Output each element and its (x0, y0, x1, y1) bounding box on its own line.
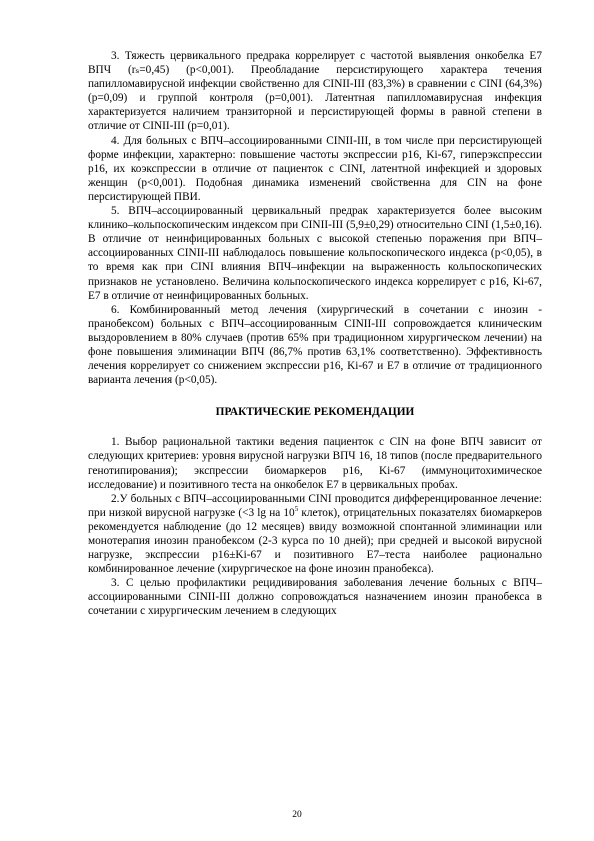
conclusion-3: 3. Тяжесть цервикального предрака коррелирует с частотой выявления онкобелка Е7 ВПЧ (rₛ=0,45) (p<0,001). Преобладание персистирующего характера течения папилломавирусной инфекции свойственно для CINII-III (83,3%) в сравнении с CINI (64,3%) (p=0,09) и группой контроля (p=0,001). Латентная папилломавирусная инфекция характеризуется наличием транзиторной и персистирующей формы в равной степени в отличие от CINII-III (p=0,01). (88, 50, 542, 133)
recommendation-2-part-1: 2.У больных с ВПЧ–ассоциированными CINI проводится дифференцированное лечение: при низкой вирусной нагрузке (<3 lg на 10 (88, 492, 542, 519)
recommendation-2-superscript: 5 (294, 505, 299, 514)
conclusion-6: 6. Комбинированный метод лечения (хирургический в сочетании с инозин - пранобексом) больных с ВПЧ–ассоциированным CINII-III сопровождается клиническим выздоровлением в 80% случаев (против 65% при традиционном хирургическом лечении) на фоне повышения элиминации ВПЧ (86,7% против 63,1% соответственно). Эффективность лечения коррелирует со снижением экспрессии p16, Ki-67 и E7 в отличие от традиционного варианта лечения (p<0,05). (88, 303, 542, 387)
page-number: 20 (292, 810, 302, 820)
recommendation-2-part-2: клеток), отрицательных показателях биомаркеров рекомендуется наблюдение (до 12 месяцев) ввиду возможной спонтанной элиминации или монотерапия инозин пранобексом (2-3 курса по 10 дней); при средней и высокой вирусной нагрузке, экспрессии p16±Ki-67 и позитивного E7–теста наиболее рационально комбинированное лечение (хирургическое на фоне инозин пранобекса). (88, 506, 543, 576)
conclusion-4: 4. Для больных с ВПЧ–ассоциированными CINII-III, в том числе при персистирующей форме инфекции, характерно: повышение частоты экспрессии p16, Ki-67, гиперэкспрессии p16, их коэкспрессии в отличие от пациенток с CINI, латентной инфекцией и здоровых женщин (p<0,001). Подобная динамика изменений свойственна для CIN на фоне персистирующей ПВИ. (88, 134, 542, 203)
section-heading: ПРАКТИЧЕСКИЕ РЕКОМЕНДАЦИИ (215, 406, 415, 419)
page-content (88, 49, 542, 619)
conclusion-5: 5. ВПЧ–ассоциированный цервикальный предрак характеризуется более высоким клинико–кольпоскопическим индексом при CINII-III (5,9±0,29) относительно CINI (1,5±0,16). В отличие от неинфицированных больных с высокой степенью поражения при ВПЧ–ассоциированных CINII-III наблюдалось повышение кольпоскопического индекса (p<0,05), в то время как при CINI влияния ВПЧ–инфекции на выраженность кольпоскопических признаков не установлено. Величина кольпоскопического индекса коррелирует с p16, Ki-67, E7 в отличие от неинфицированных больных. (88, 205, 542, 302)
recommendation-3: 3. С целью профилактики рецидивирования заболевания лечение больных с ВПЧ–ассоциированными CINII-III должно сопровождаться назначением инозин пранобекса в сочетании с хирургическим лечением в следующих (88, 577, 542, 618)
recommendation-2 (88, 492, 542, 577)
recommendation-1: 1. Выбор рациональной тактики ведения пациенток с CIN на фоне ВПЧ зависит от следующих критериев: уровня вирусной нагрузки ВПЧ 16, 18 типов (после предварительного генотипирования); экспрессии биомаркеров p16, Ki-67 (иммуноцитохимическое исследование) и позитивного теста на онкобелок E7 в цервикальных пробах. (88, 436, 542, 491)
